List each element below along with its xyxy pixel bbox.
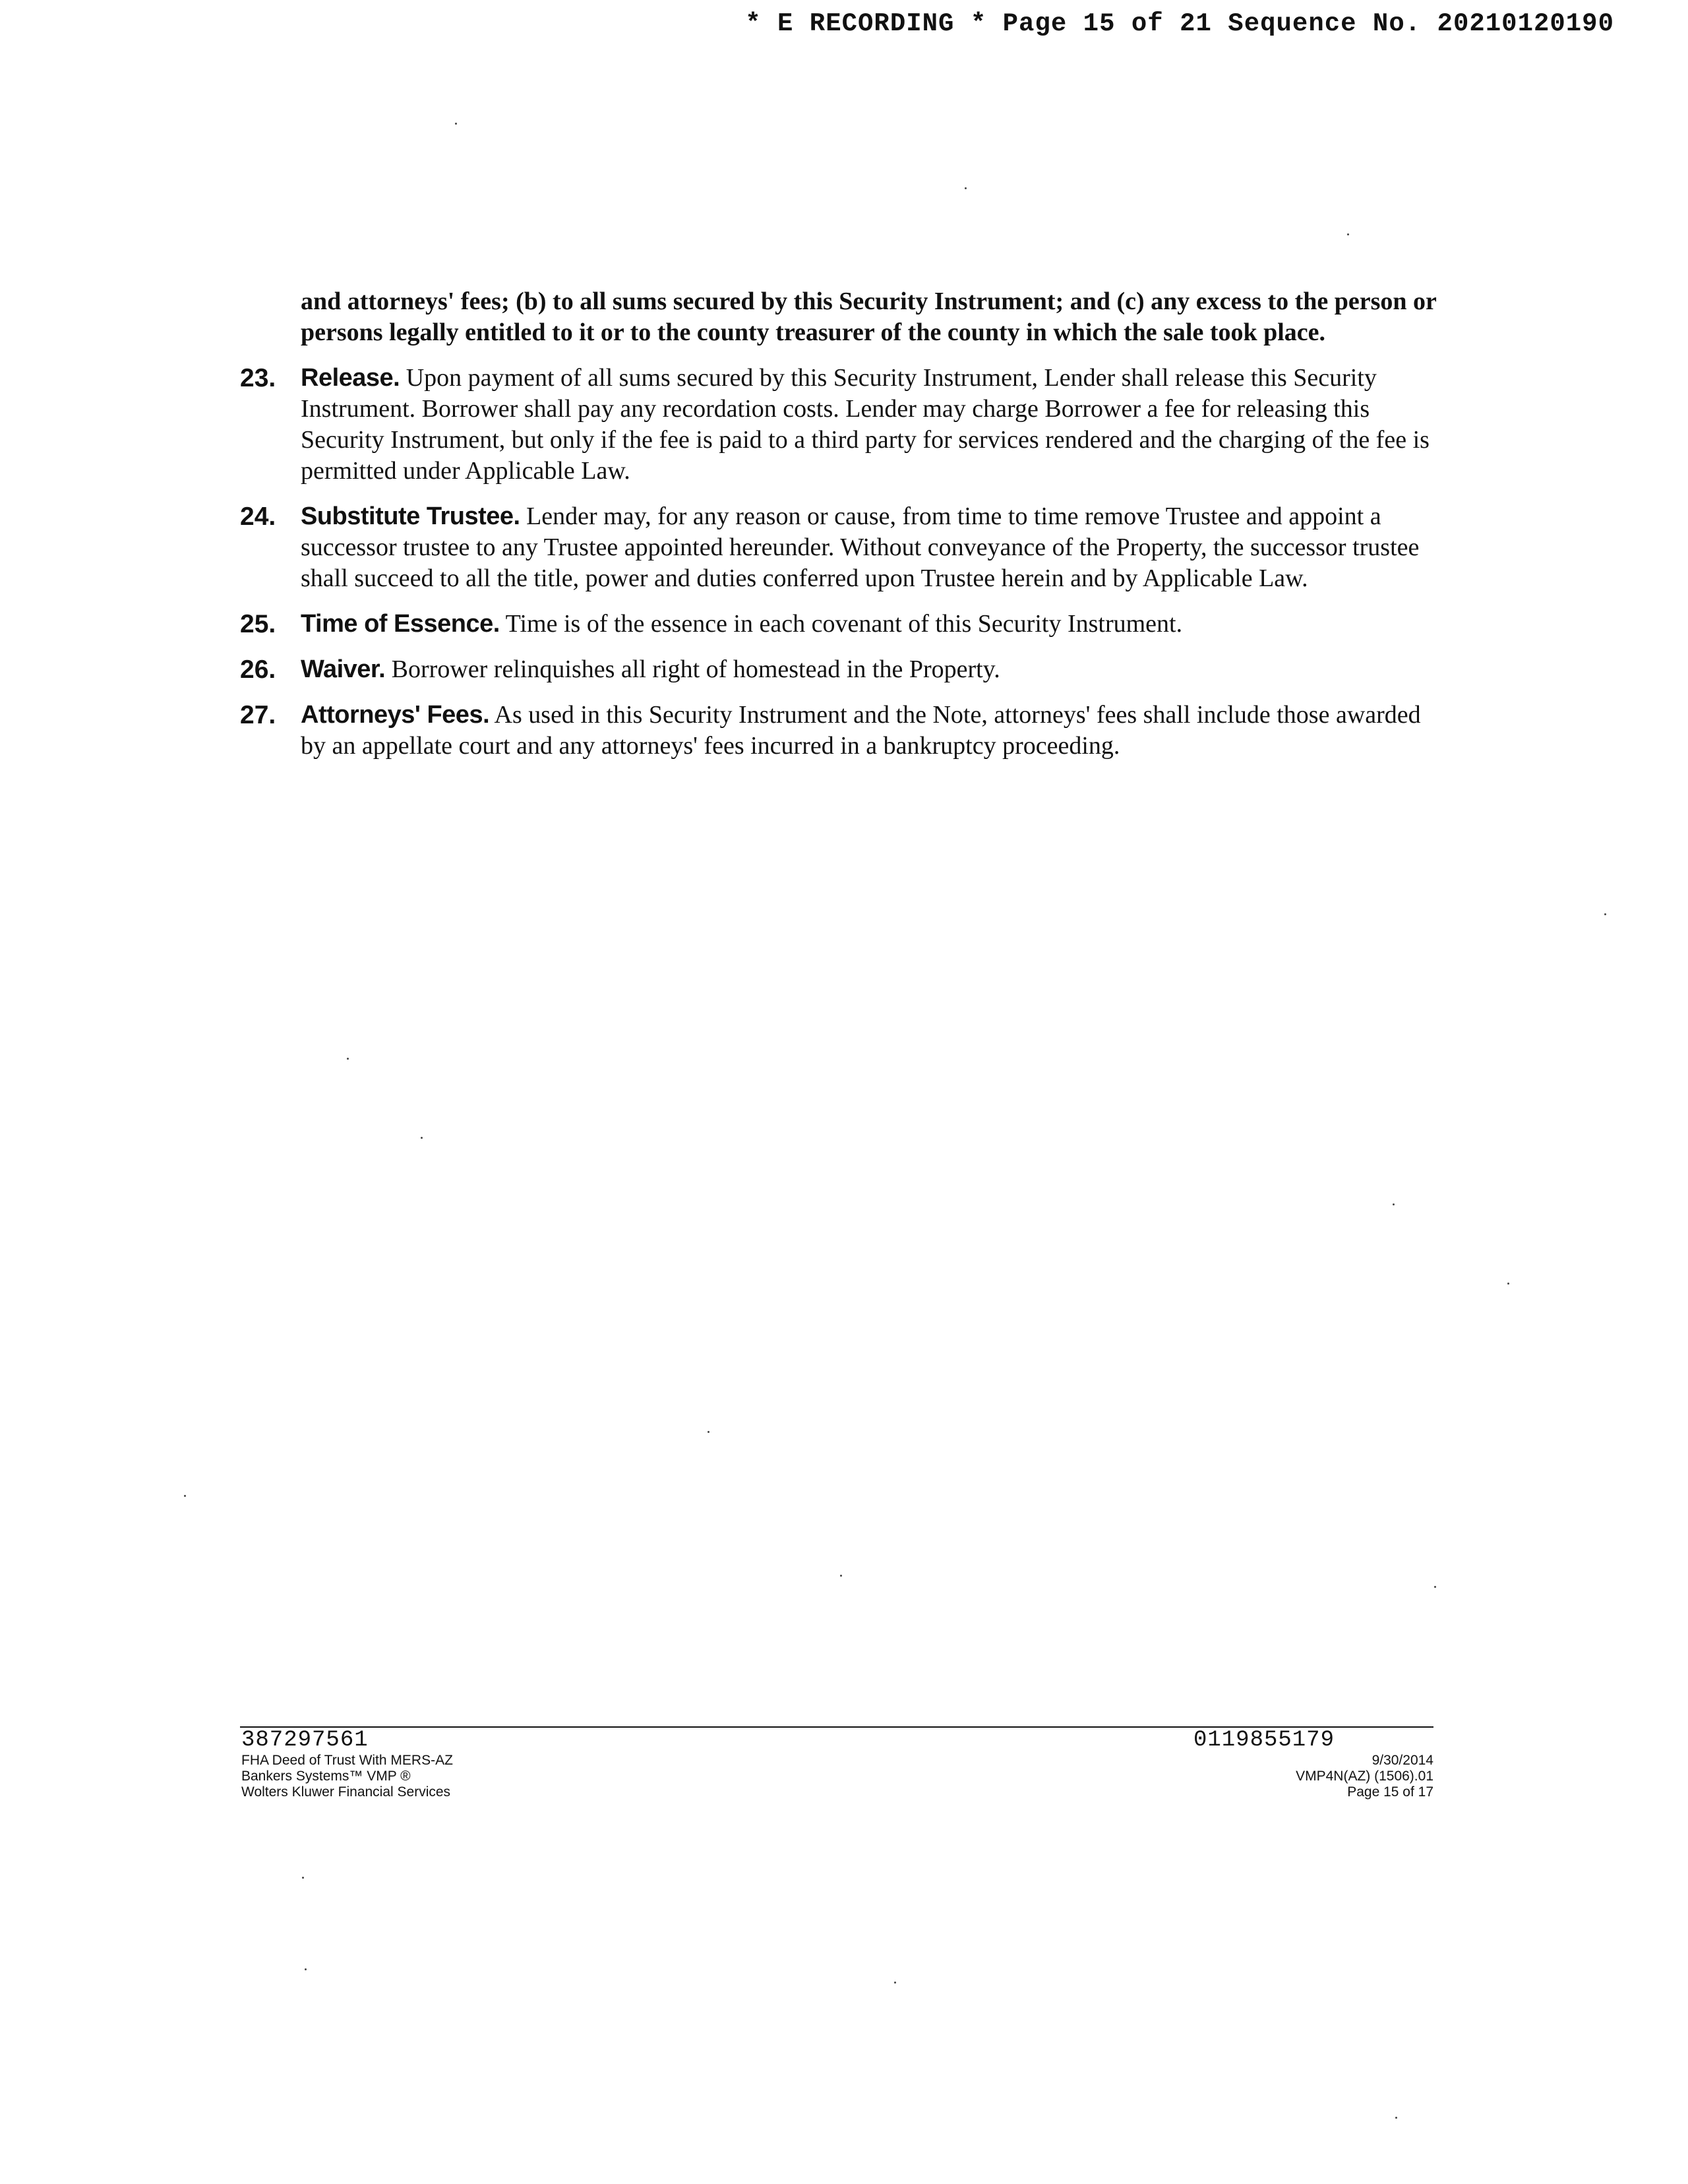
vendor-name: Bankers Systems™ VMP ® <box>241 1769 411 1784</box>
clause-27 <box>240 700 1447 762</box>
scan-speck <box>302 1877 304 1879</box>
clause-number: 24. <box>240 502 276 531</box>
form-code: VMP4N(AZ) (1506).01 <box>1296 1769 1433 1784</box>
scan-speck <box>455 123 457 125</box>
form-name: FHA Deed of Trust With MERS-AZ <box>241 1753 453 1768</box>
footer-right-block <box>1193 1728 1433 1800</box>
scan-speck <box>1434 1586 1436 1588</box>
loan-reference-number: 387297561 <box>241 1728 369 1753</box>
scan-speck <box>421 1137 423 1139</box>
clause-25 <box>240 609 1447 640</box>
document-body <box>240 286 1447 762</box>
scan-speck <box>184 1495 186 1497</box>
clause-title: Attorneys' Fees. <box>301 701 490 729</box>
scan-speck <box>1393 1203 1395 1205</box>
clause-title: Time of Essence. <box>301 610 500 638</box>
scan-speck <box>894 1982 896 1984</box>
document-reference-number: 0119855179 <box>1193 1728 1335 1753</box>
clause-number: 27. <box>240 701 276 729</box>
clause-24 <box>240 501 1447 594</box>
clause-text: As used in this Security Instrument and the Note, attorneys' fees shall include those awarded by an appellate court and any attorneys' fees incurred in a bankruptcy proceeding. <box>301 701 1421 760</box>
clause-23 <box>240 363 1447 487</box>
clause-number: 25. <box>240 610 276 638</box>
form-date: 9/30/2014 <box>1372 1753 1433 1768</box>
clause-text: Borrower relinquishes all right of homestead in the Property. <box>391 655 1000 683</box>
scan-speck <box>965 187 967 189</box>
scan-speck <box>305 1968 307 1970</box>
clause-body <box>301 363 1447 487</box>
clause-body <box>301 501 1447 594</box>
recording-stamp: * E RECORDING * Page 15 of 21 Sequence No. 20210120190 <box>745 9 1614 38</box>
clause-title: Release. <box>301 364 400 392</box>
clause-body <box>301 609 1182 640</box>
clause-body <box>301 654 1000 685</box>
footer-left-block <box>241 1728 453 1800</box>
scan-speck <box>347 1058 349 1060</box>
clause-number: 26. <box>240 655 276 684</box>
publisher-name: Wolters Kluwer Financial Services <box>241 1784 451 1800</box>
clause-text: Lender may, for any reason or cause, from time to time remove Trustee and appoint a successor trustee to any Trustee appointed hereunder. Without conveyance of the Property, the successor trustee shall succeed to all the title, power and duties conferred upon Trustee herein and by Applicable Law. <box>301 502 1420 592</box>
scan-speck <box>708 1431 709 1433</box>
scan-speck <box>840 1575 842 1577</box>
clause-title: Waiver. <box>301 655 386 683</box>
scan-speck <box>1507 1283 1509 1285</box>
clause-body <box>301 700 1447 762</box>
page-footer <box>240 1726 1433 1800</box>
clause-text: Upon payment of all sums secured by this Security Instrument, Lender shall release this Security Instrument. Borrower shall pay any recordation costs. Lender may charge Borrower a fee for releasing this Security Instrument, but only if the fee is paid to a third party for services rendered and the charging of the fee is permitted under Applicable Law. <box>301 364 1430 485</box>
clause-26 <box>240 654 1447 685</box>
clause-text: Time is of the essence in each covenant of this Security Instrument. <box>505 610 1183 638</box>
clause-title: Substitute Trustee. <box>301 502 520 530</box>
scan-speck <box>1395 2117 1397 2119</box>
scan-speck <box>1604 913 1606 915</box>
clause-number: 23. <box>240 364 276 392</box>
page-number: Page 15 of 17 <box>1347 1784 1433 1800</box>
continuation-paragraph: and attorneys' fees; (b) to all sums secured by this Security Instrument; and (c) any excess to the person or persons legally entitled to it or to the county treasurer of the county in which the sale took place. <box>301 288 1437 346</box>
scan-speck <box>1347 233 1349 235</box>
